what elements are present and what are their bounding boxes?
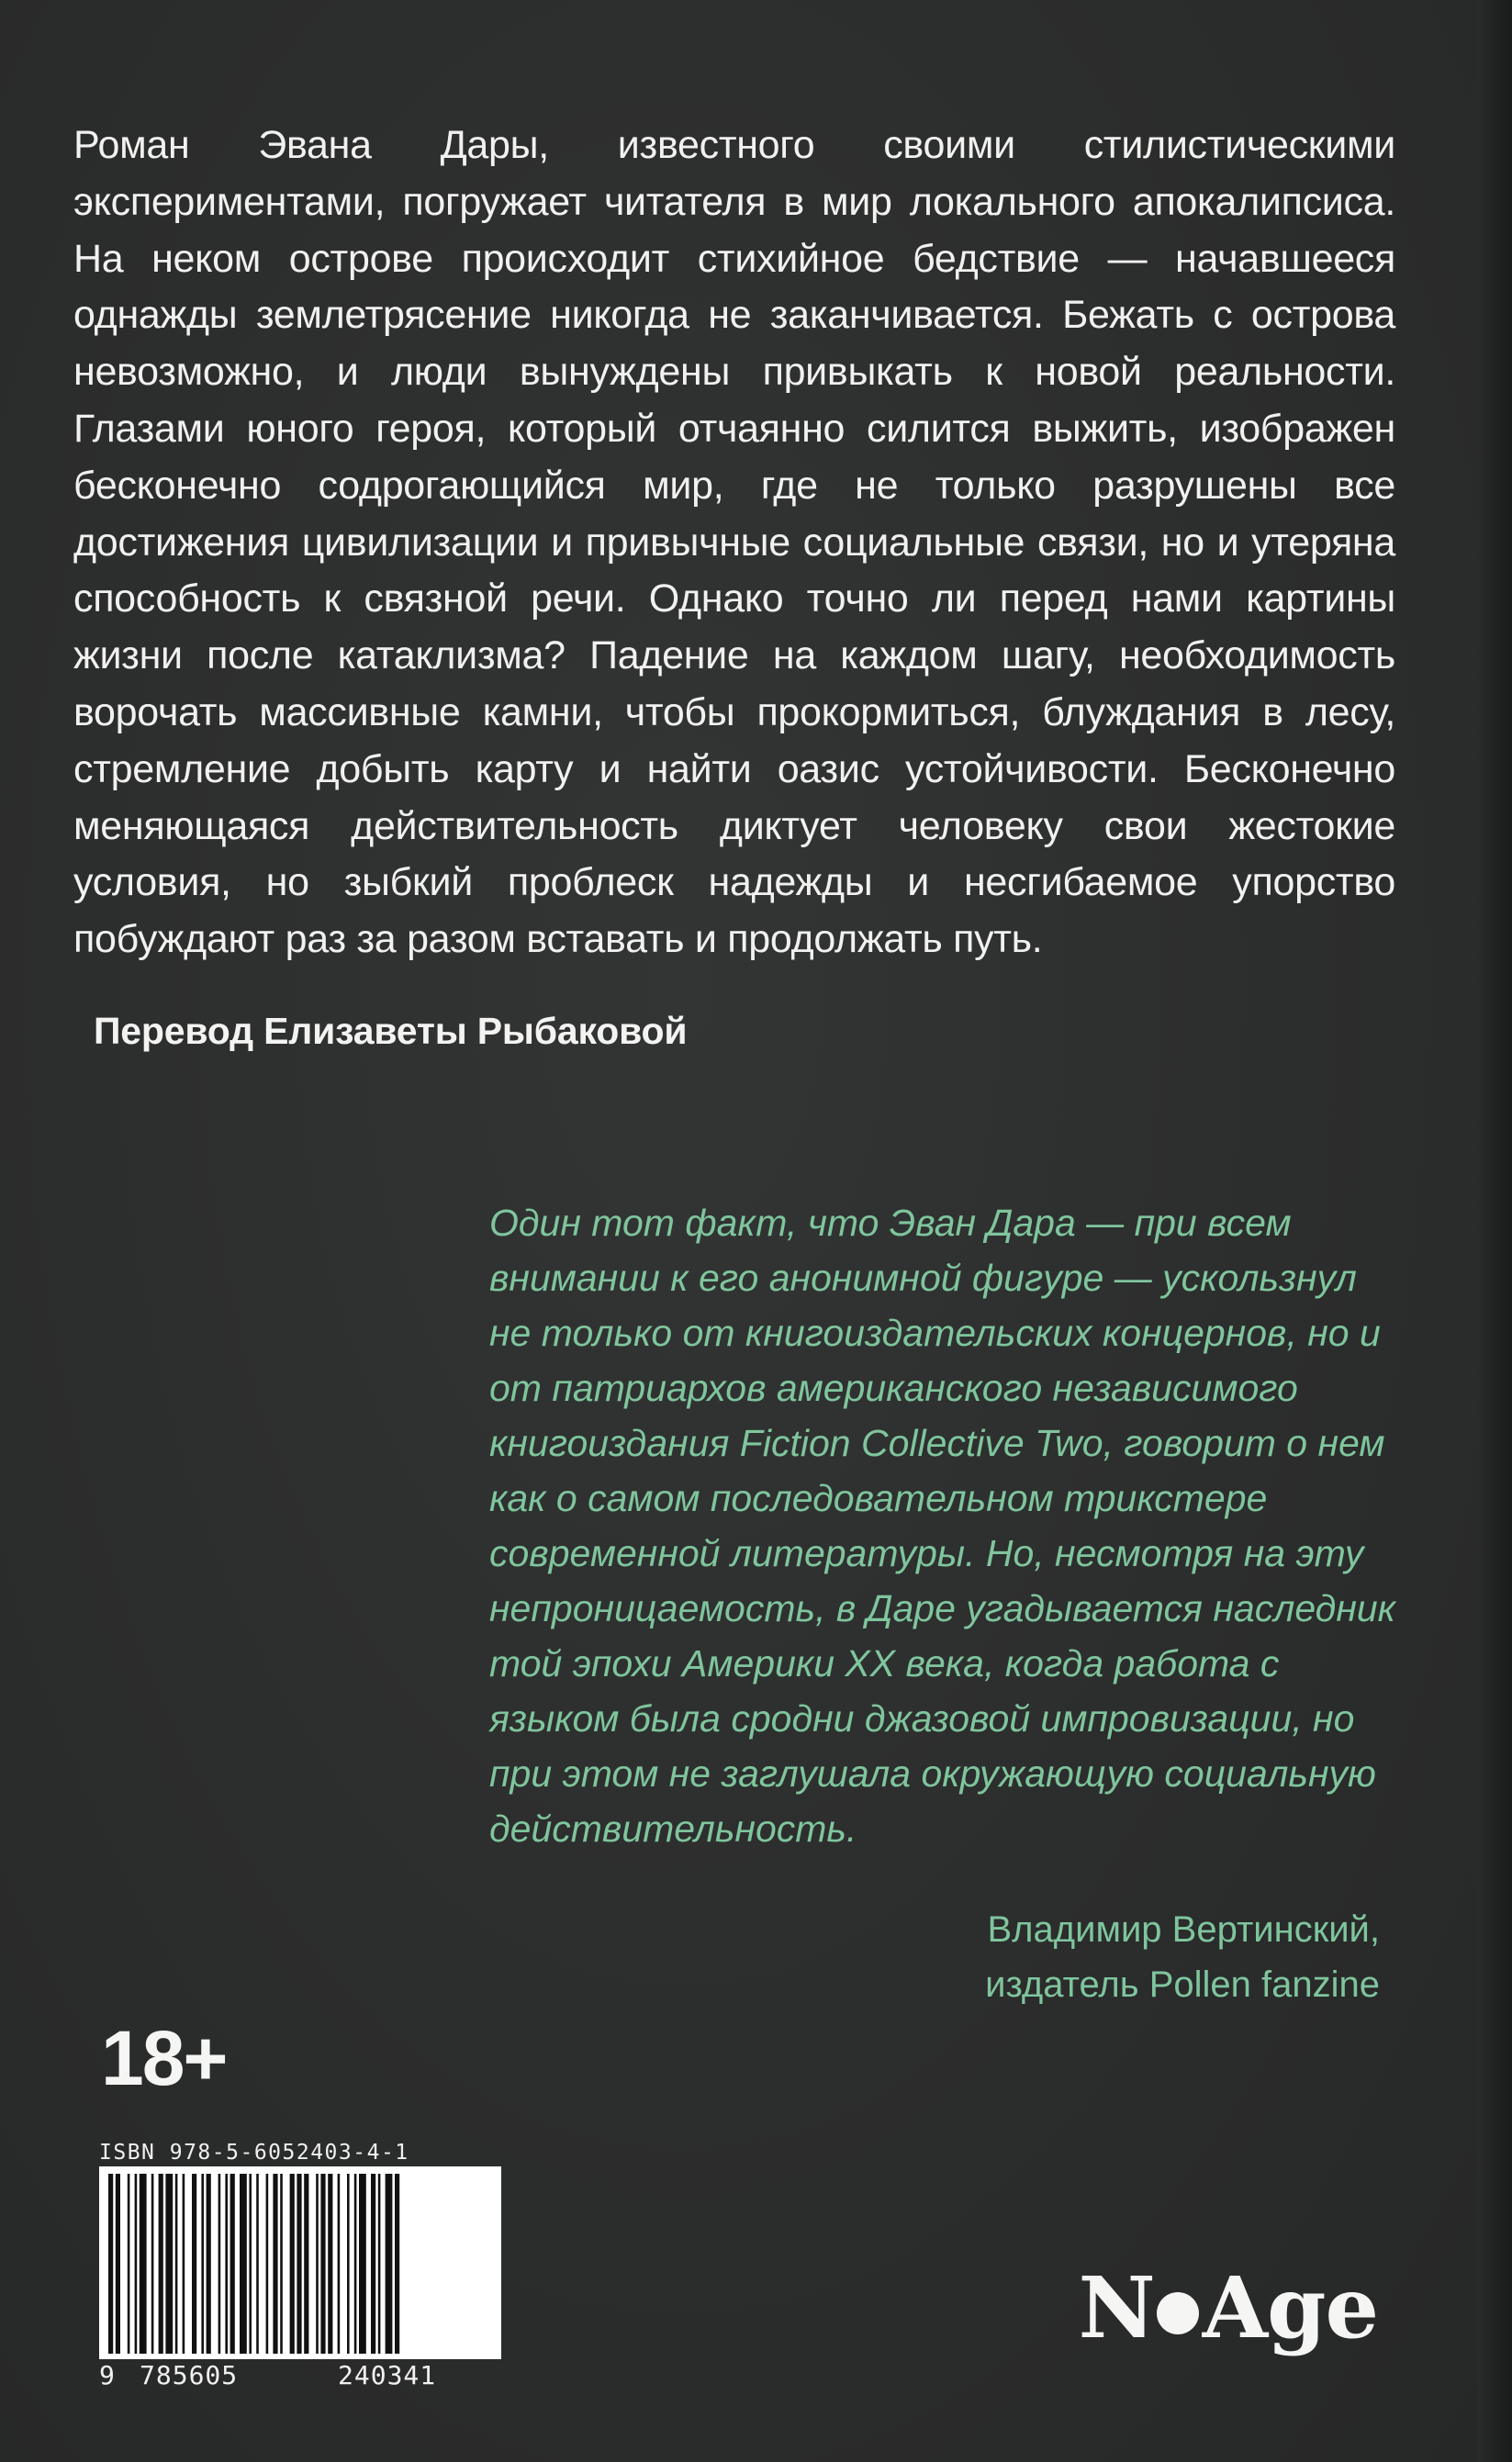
quote-attribution — [985, 1902, 1380, 2012]
publisher-logo — [1079, 2258, 1378, 2357]
attribution-name: Владимир Вертинский, — [987, 1909, 1380, 1950]
logo-letter-n: N — [1078, 2258, 1155, 2357]
barcode-digit-group-right: 240341 — [338, 2360, 437, 2390]
spine-edge — [1477, 0, 1512, 2462]
book-description: Роман Эвана Дары, известного своими стилистическими экспериментами, погружает читателя в мир локального апокалипсиса. На неком острове происходит стихийное бедствие — начавшееся однажды землетрясение никогда не заканчивается. Бежать с острова невозможно, и люди вынуждены привыкать к новой реальности. Глазами юного героя, который отчаянно силится выжить, изображен бесконечно содрогающийся мир, где не только разрушены все достижения цивилизации и привычные социальные связи, но и утеряна способность к связной речи. Однако точно ли перед нами картины жизни после катаклизма? Падение на каждом шагу, необходимость ворочать массивные камни, чтобы прокормиться, блуждания в лесу, стремление добыть карту и найти оазис устойчивости. Бесконечно меняющаяся действительность диктует человеку свои жестокие условия, но зыбкий проблеск надежды и несгибаемое упорство побуждают раз за разом вставать и продолжать путь. — [73, 123, 1395, 962]
barcode-digit-first: 9 — [99, 2360, 116, 2390]
review-quote: Один тот факт, что Эван Дара — при всем внимании к его анонимной фигуре — ускользнул не только от книгоиздательских концернов, но и от патриархов американского независимого книгоиздания Fiction Collective Two, говорит о нем как о самом последовательном трикстере современной литературы. Но, несмотря на эту непроницаемость, в Даре угадывается наследник той эпохи Америки XX века, когда работа с языком была сродни джазовой импровизации, но при этом не заглушала окружающую социальную действительность. — [489, 1202, 1396, 1850]
barcode-digit-group-left: 785605 — [140, 2360, 239, 2390]
isbn-barcode-block — [99, 2139, 501, 2392]
barcode-digits — [99, 2359, 501, 2392]
logo-word-age: Age — [1202, 2258, 1378, 2357]
barcode-icon — [99, 2166, 501, 2359]
translator-credit: Перевод Елизаветы Рыбаковой — [94, 1010, 688, 1052]
age-rating-badge: 18+ — [101, 2015, 227, 2101]
isbn-label: ISBN 978-5-6052403-4-1 — [99, 2141, 409, 2165]
logo-dot-icon — [1157, 2292, 1199, 2334]
attribution-role: издатель Pollen fanzine — [985, 1964, 1380, 2005]
